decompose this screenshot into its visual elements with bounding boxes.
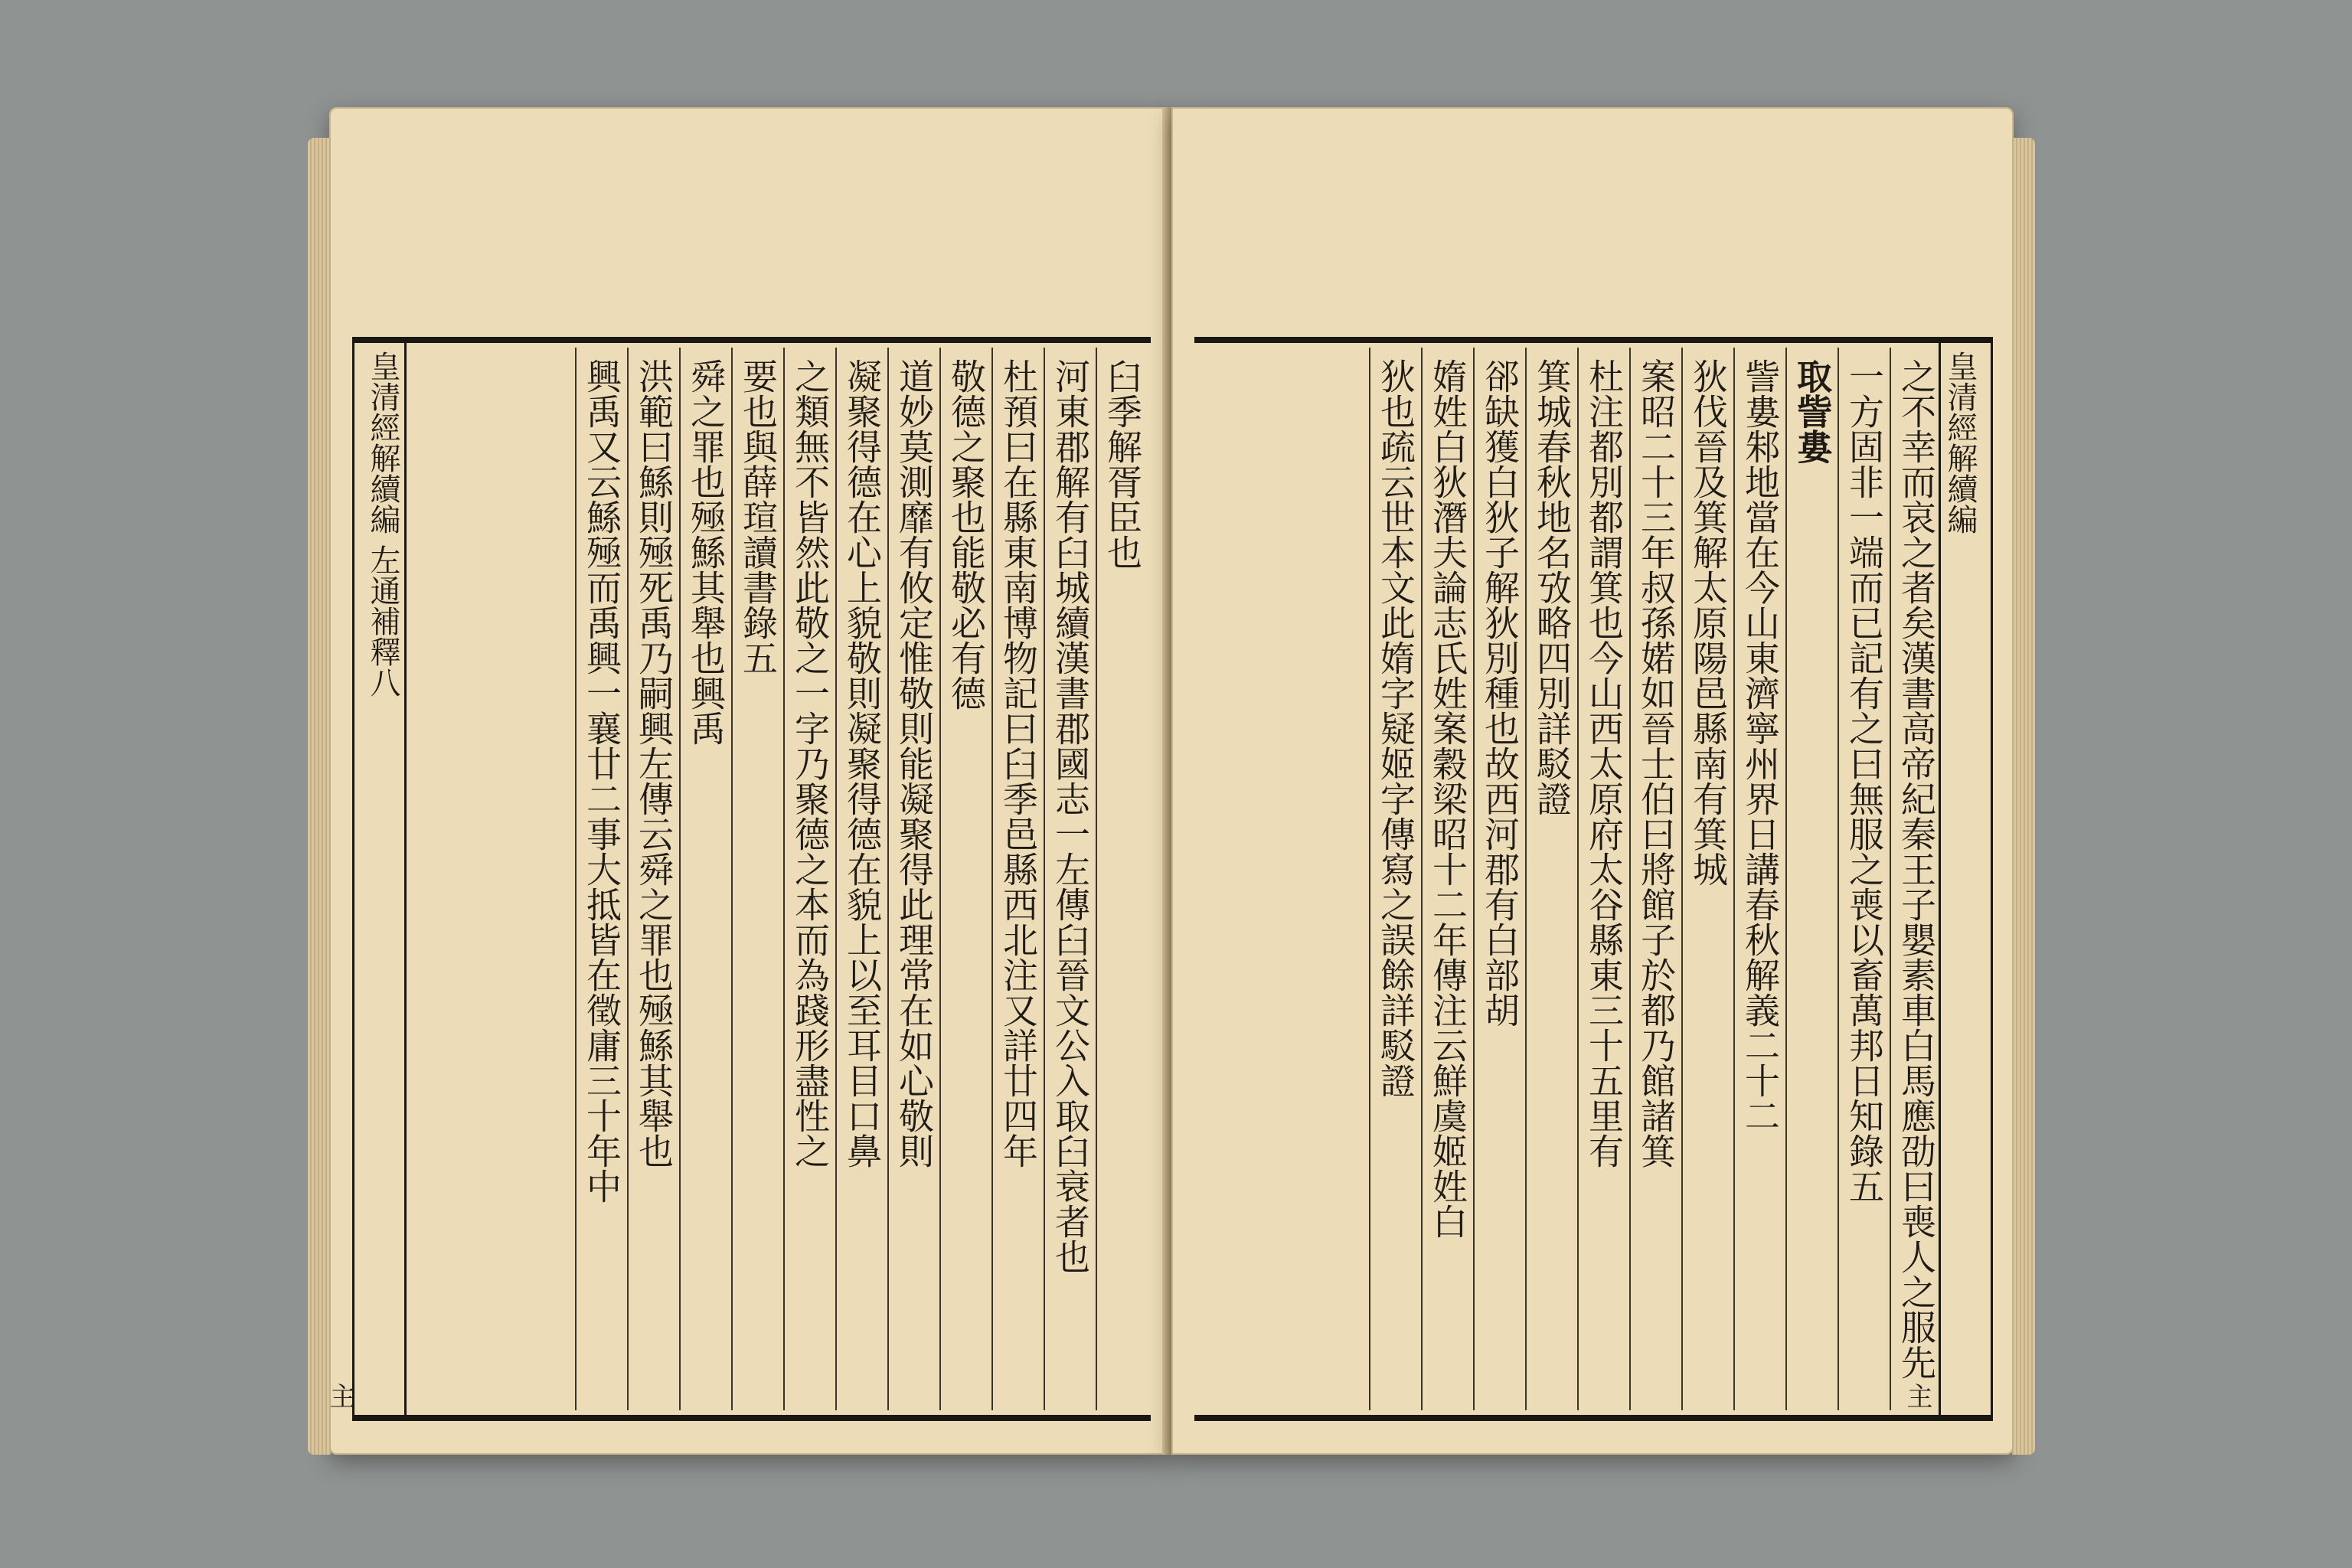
text-column: 興禹又云鯀殛而禹興一襄廿二事大抵皆在徵庸三十年中 <box>575 348 627 1410</box>
text-column: 之不幸而哀之者矣漢書高帝紀秦王子嬰素車白馬應劭曰喪人之服先 <box>1890 348 1942 1410</box>
text-column: 臼季解胥臣也 <box>1096 348 1148 1410</box>
text-column: 洪範曰鯀則殛死禹乃嗣興左傳云舜之罪也殛鯀其舉也 <box>627 348 679 1410</box>
right-columns <box>1197 348 1942 1410</box>
text-column: 箕城春秋地名攷略四別詳駁證 <box>1525 348 1577 1410</box>
text-column: 要也與薛瑄讀書錄五 <box>731 348 783 1410</box>
chapter-title: 左通補釋八 <box>365 544 400 697</box>
text-column: 郤缺獲白狄子解狄別種也故西河郡有白部胡 <box>1473 348 1525 1410</box>
page-number: 主 <box>1902 1383 1932 1409</box>
text-column: 敬德之聚也能敬必有德 <box>939 348 991 1410</box>
text-column: 取訾婁 <box>1785 348 1838 1410</box>
text-column: 杜預曰在縣東南博物記曰臼季邑縣西北注又詳廿四年 <box>991 348 1044 1410</box>
book-spread <box>325 92 2014 1470</box>
series-title: 皇清經解續編 <box>365 351 400 534</box>
page-number: 主 <box>325 1383 355 1409</box>
text-column: 之類無不皆然此敬之一字乃聚德之本而為踐形盡性之 <box>783 348 835 1410</box>
text-column: 狄伐晉及箕解太原陽邑縣南有箕城 <box>1681 348 1733 1410</box>
left-page <box>325 107 1171 1455</box>
text-column: 媠姓白狄潛夫論志氏姓案穀梁昭十二年傳注云鮮虞姬姓白 <box>1421 348 1473 1410</box>
text-column: 道妙莫測靡有攸定惟敬則能凝聚得此理常在如心敬則 <box>887 348 939 1410</box>
text-column: 舜之罪也殛鯀其舉也興禹 <box>679 348 731 1410</box>
text-column: 案昭二十三年叔孫婼如晉士伯曰將館子於都乃館諸箕 <box>1629 348 1681 1410</box>
right-page-edges <box>2012 138 2035 1455</box>
text-column: 杜注都別都謂箕也今山西太原府太谷縣東三十五里有 <box>1577 348 1629 1410</box>
left-columns <box>358 348 1148 1410</box>
right-page <box>1171 107 2014 1455</box>
left-page-edges <box>308 138 331 1455</box>
text-column: 凝聚得德在心上貌敬則凝聚得德在貌上以至耳目口鼻 <box>835 348 887 1410</box>
text-column: 訾婁邾地當在今山東濟寧州界日講春秋解義二十二 <box>1733 348 1785 1410</box>
text-column: 河東郡解有臼城續漢書郡國志一左傳臼晉文公入取臼衰者也 <box>1044 348 1096 1410</box>
text-column: 一方固非一端而已記有之曰無服之喪以畜萬邦日知錄五 <box>1838 348 1890 1410</box>
left-text-frame <box>325 337 1151 1421</box>
left-folio-title <box>325 343 407 1415</box>
series-title: 皇清經解續編 <box>1942 351 1978 534</box>
right-text-frame <box>1194 337 1993 1421</box>
text-column: 狄也疏云世本文此媠字疑姬字傳寫之誤餘詳駁證 <box>1369 348 1421 1410</box>
